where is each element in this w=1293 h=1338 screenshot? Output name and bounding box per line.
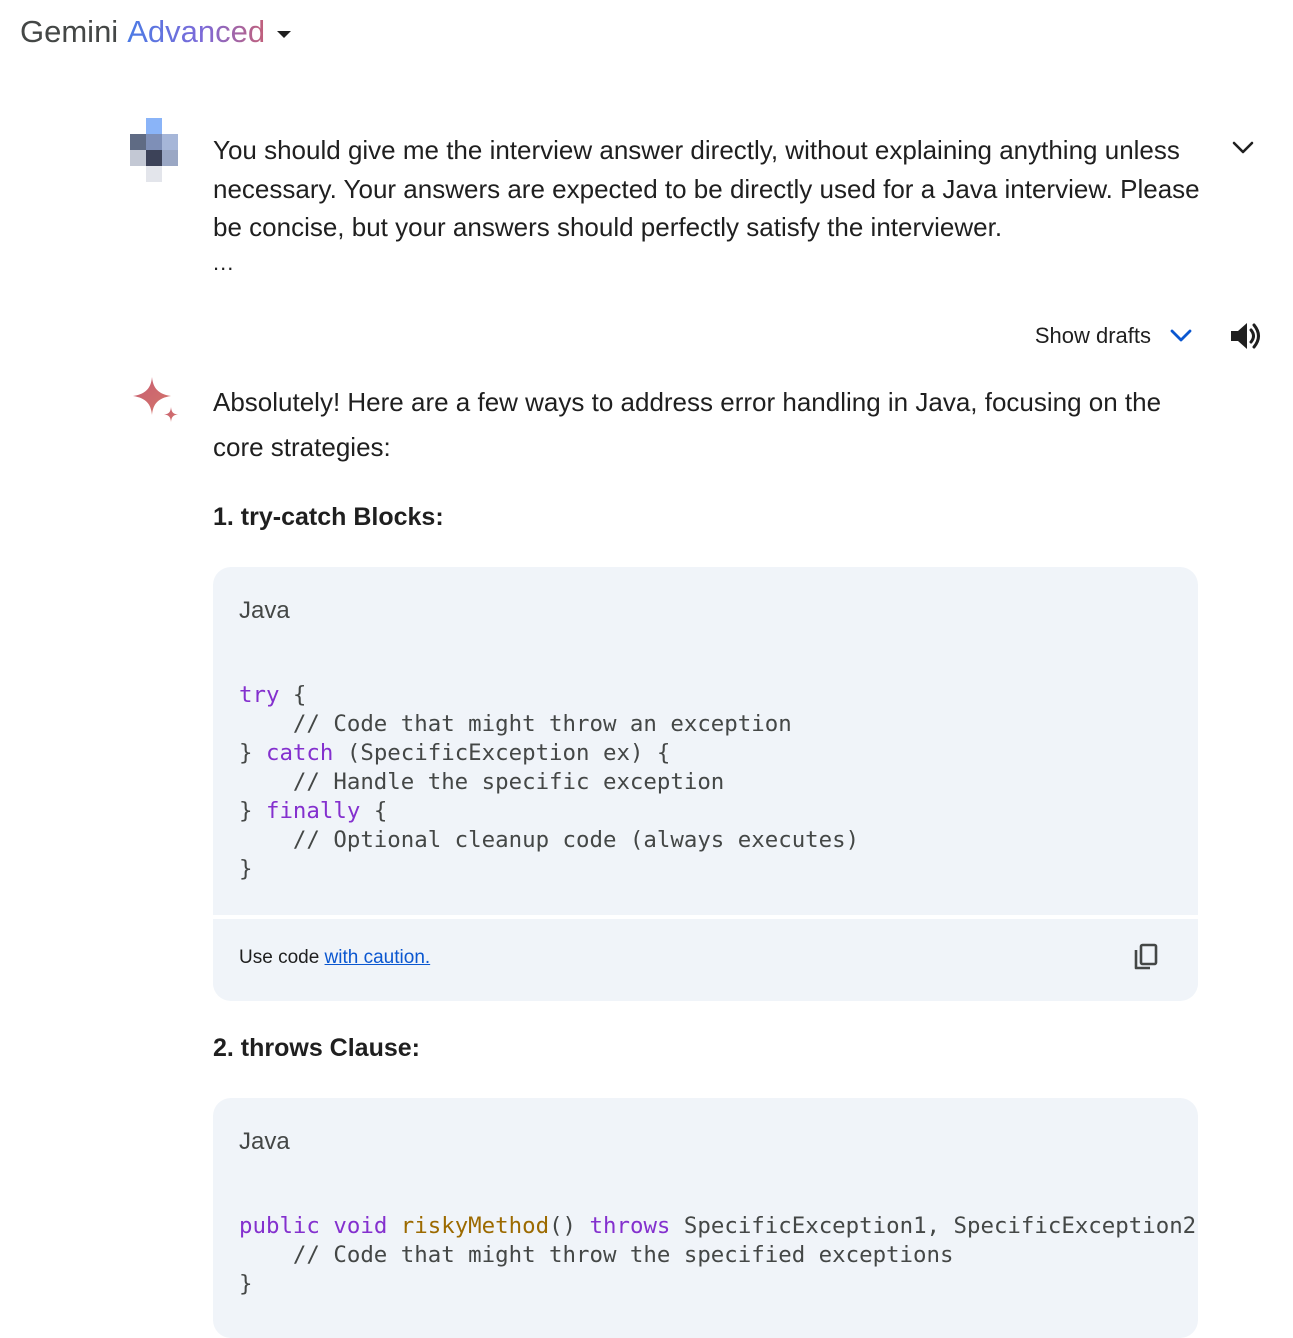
brand-name: Gemini: [20, 14, 119, 49]
code-token: {: [360, 798, 388, 824]
code-keyword: throws: [589, 1213, 671, 1239]
brand-tier: Advanced: [127, 14, 266, 49]
code-token: }: [239, 856, 253, 882]
code-token: [320, 1213, 333, 1239]
code-token: }: [239, 798, 266, 824]
code-line: [239, 1242, 953, 1268]
code-line: [239, 1213, 1196, 1239]
code-line: [239, 711, 792, 737]
code-keyword: public: [239, 1213, 320, 1239]
show-drafts-button[interactable]: [1035, 316, 1193, 356]
code-token: [387, 1213, 400, 1239]
code-token: (): [549, 1213, 590, 1239]
section-heading-try-catch: 1. try-catch Blocks:: [213, 503, 444, 531]
code-line: [239, 740, 670, 766]
code-keyword: catch: [265, 740, 334, 766]
code-token: }: [239, 1271, 253, 1297]
expand-prompt-button[interactable]: [1226, 131, 1260, 165]
volume-icon: [1229, 321, 1263, 351]
code-line: [239, 769, 724, 795]
code-line: [239, 856, 252, 882]
code-comment: // Handle the specific exception: [239, 769, 725, 795]
code-language-label: Java: [239, 1128, 290, 1155]
code-line: [239, 1271, 252, 1297]
code-token: {: [279, 682, 307, 708]
code-block-throws: [213, 1098, 1198, 1338]
code-keyword: try: [239, 682, 280, 708]
prompt-ellipsis: ...: [213, 250, 235, 275]
section-heading-throws: 2. throws Clause:: [213, 1034, 420, 1062]
code-comment: // Code that might throw the specified exceptions: [239, 1242, 954, 1268]
code-line: [239, 798, 387, 824]
code-language-label: Java: [239, 597, 290, 624]
code-token: }: [239, 740, 266, 766]
code-block-try-catch: [213, 567, 1198, 1001]
user-avatar: [130, 118, 178, 182]
code-line: [239, 827, 859, 853]
code-function: riskyMethod: [400, 1213, 550, 1239]
code-token: SpecificException1, SpecificException2: [670, 1213, 1197, 1239]
code-content[interactable]: [239, 1212, 1196, 1299]
code-footer: [213, 915, 1198, 997]
caution-link[interactable]: with caution.: [324, 947, 431, 968]
code-line: [239, 682, 306, 708]
read-aloud-button[interactable]: [1226, 316, 1266, 356]
code-comment: // Optional cleanup code (always executes): [239, 827, 860, 853]
code-keyword: finally: [265, 798, 361, 824]
prompt-text: You should give me the interview answer directly, without explaining anything unless necessary. Your answers are expected to be directly used for a Java interview. Please be concise, but your answers should perfectly satisfy the interviewer.: [213, 135, 1200, 242]
code-token: (SpecificException ex) {: [333, 740, 671, 766]
code-comment: // Code that might throw an exception: [239, 711, 792, 737]
code-keyword: void: [333, 1213, 388, 1239]
model-switcher[interactable]: [20, 10, 291, 54]
response-intro: Absolutely! Here are a few ways to address error handling in Java, focusing on the core strategies:: [213, 387, 1162, 462]
gemini-sparkle-icon: [131, 377, 181, 427]
caution-prefix: Use code: [239, 947, 325, 968]
chevron-down-icon: [1169, 328, 1193, 344]
copy-code-button[interactable]: [1130, 941, 1162, 973]
chevron-down-icon: [1232, 141, 1254, 155]
caret-down-icon[interactable]: [277, 31, 291, 38]
copy-icon: [1133, 943, 1159, 971]
show-drafts-label: Show drafts: [1034, 323, 1151, 348]
code-content[interactable]: [239, 681, 859, 884]
code-footer-text: [239, 947, 430, 969]
